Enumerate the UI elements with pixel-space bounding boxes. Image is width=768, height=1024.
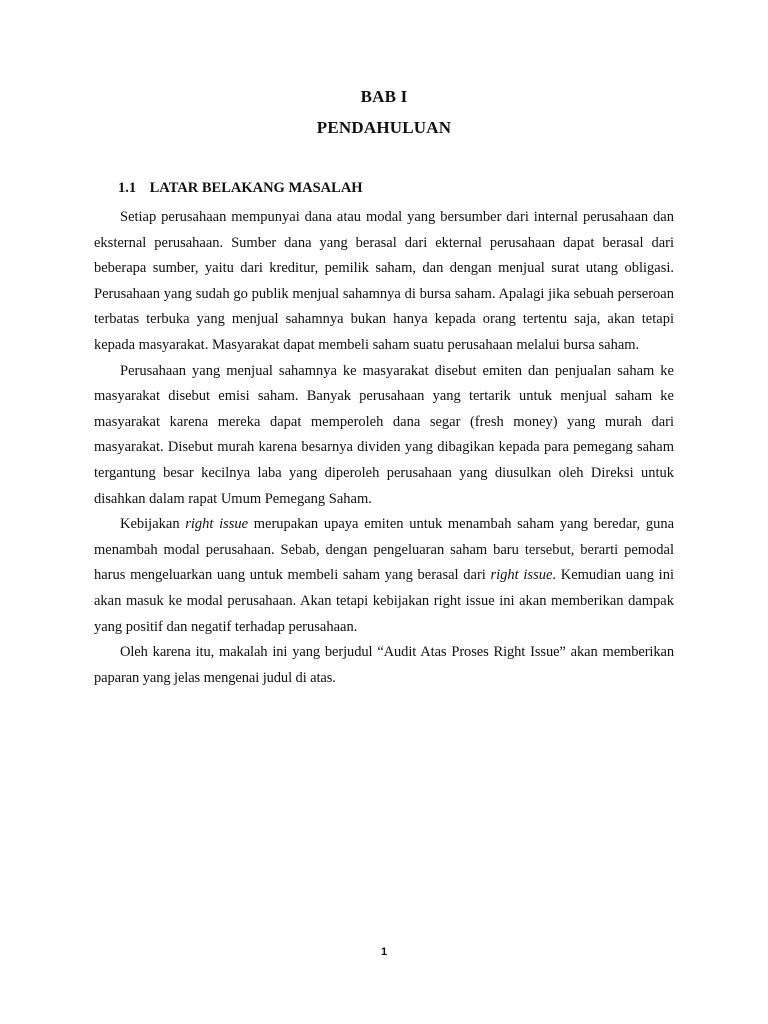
chapter-number: BAB I: [360, 87, 408, 106]
paragraph-3-italic-term-2: right issue: [490, 567, 553, 584]
paragraph-2: Perusahaan yang menjual sahamnya ke masyarakat disebut emiten dan penjualan saham ke masyarakat disebut emisi saham. Banyak perusahaan yang tertarik untuk menjual saham ke masyarakat karena mereka dapat memperoleh dana segar (fresh money) yang murah dari masyarakat. Disebut murah karena besarnya dividen yang dibagikan kepada para pemegang saham tergantung besar kecilnya laba yang diperoleh perusahaan yang diusulkan oleh Direksi untuk disahkan dalam rapat Umum Pemegang Saham.: [94, 362, 674, 507]
chapter-title: PENDAHULUAN: [316, 118, 452, 137]
paragraph-3-italic-term-1: right issue: [185, 516, 249, 533]
paragraph-1: Setiap perusahaan mempunyai dana atau modal yang bersumber dari internal perusahaan dan eksternal perusahaan. Sumber dana yang berasal dari ekternal perusahaan dapat berasal dari beberapa sumber, yaitu dari kreditur, pemilik saham, dan dengan menjual surat utang obligasi. Perusahaan yang sudah go publik menjual sahamnya di bursa saham. Apalagi jika sebuah perseroan terbatas terbuka yang menjual sahamnya bukan hanya kepada orang tertentu saja, akan tetapi kepada masyarakat. Masyarakat dapat membeli saham suatu perusahaan melalui bursa saham.: [94, 209, 674, 353]
section-heading: [118, 180, 363, 197]
paragraph-3-text-e: . Kemudian uang ini akan masuk ke modal perusahaan. Akan tetapi kebijakan right issue ini akan memberikan dampak yang positif dan negatif terhadap perusahaan.: [94, 567, 674, 635]
paragraph-3-text-a: Kebijakan: [120, 516, 186, 533]
body-text: [94, 205, 674, 691]
section-number: 1.1: [118, 180, 137, 196]
paragraph-3-text-c: merupakan upaya emiten untuk menambah saham yang beredar, guna menambah modal perusahaan. Sebab, dengan pengeluaran saham baru tersebut, berarti pemodal harus mengeluarkan uang untuk membeli saham yang berasal dari: [94, 516, 675, 584]
paragraph-3: [94, 512, 674, 640]
paragraph-4: Oleh karena itu, makalah ini yang berjudul “Audit Atas Proses Right Issue” akan memberikan paparan yang jelas mengenai judul di atas.: [94, 644, 674, 686]
section-title: LATAR BELAKANG MASALAH: [149, 180, 363, 196]
page-number: 1: [380, 946, 388, 958]
